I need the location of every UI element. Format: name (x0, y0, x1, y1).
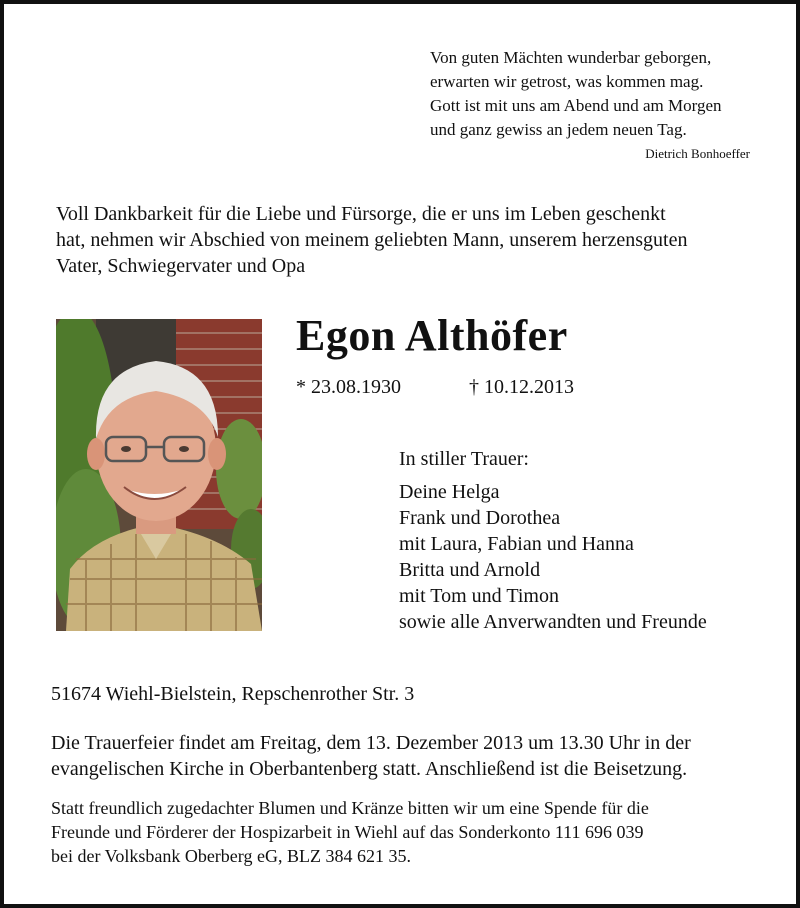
donation-line: Statt freundlich zugedachter Blumen und Kränze bitten wir um eine Spende für die (51, 798, 649, 818)
deceased-name: Egon Althöfer (296, 311, 568, 360)
poem-line: Gott ist mit uns am Abend und am Morgen (430, 96, 722, 115)
service-line: Die Trauerfeier findet am Freitag, dem 13. Dezember 2013 um 13.30 Uhr in der (51, 732, 691, 754)
mourner-item: mit Laura, Fabian und Hanna (399, 533, 634, 555)
intro-line: Vater, Schwiegervater und Opa (56, 255, 306, 277)
poem-line: und ganz gewiss an jedem neuen Tag. (430, 120, 687, 139)
mourner-item: Britta und Arnold (399, 559, 541, 581)
mourning-heading: In stiller Trauer: (399, 448, 529, 470)
family-address: 51674 Wiehl-Bielstein, Repschenrother Str. 3 (51, 683, 415, 705)
poem (430, 46, 770, 142)
poem-author: Dietrich Bonhoeffer (645, 146, 750, 161)
poem-line: Von guten Mächten wunderbar geborgen, (430, 48, 712, 67)
intro-line: Voll Dankbarkeit für die Liebe und Fürsorge, die er uns im Leben geschenkt (56, 203, 666, 225)
mourner-item: Deine Helga (399, 481, 500, 503)
intro-text (56, 201, 776, 279)
donation-line: bei der Volksbank Oberberg eG, BLZ 384 621 35. (51, 846, 411, 866)
portrait-photo (56, 319, 262, 631)
mourner-list (399, 479, 707, 635)
mourner-item: sowie alle Anverwandten und Freunde (399, 611, 707, 633)
funeral-service-info (51, 730, 691, 782)
poem-line: erwarten wir getrost, was kommen mag. (430, 72, 704, 91)
service-line: evangelischen Kirche in Oberbantenberg statt. Anschließend ist die Beisetzung. (51, 758, 688, 780)
intro-line: hat, nehmen wir Abschied von meinem geliebten Mann, unserem herzensguten (56, 229, 688, 251)
death-date: † 10.12.2013 (469, 376, 574, 398)
mourner-item: mit Tom und Timon (399, 585, 559, 607)
donation-request (51, 796, 649, 868)
mourner-item: Frank und Dorothea (399, 507, 561, 529)
donation-line: Freunde und Förderer der Hospizarbeit in Wiehl auf das Sonderkonto 111 696 039 (51, 822, 644, 842)
birth-date: * 23.08.1930 (296, 376, 401, 398)
portrait-illustration (56, 319, 262, 631)
